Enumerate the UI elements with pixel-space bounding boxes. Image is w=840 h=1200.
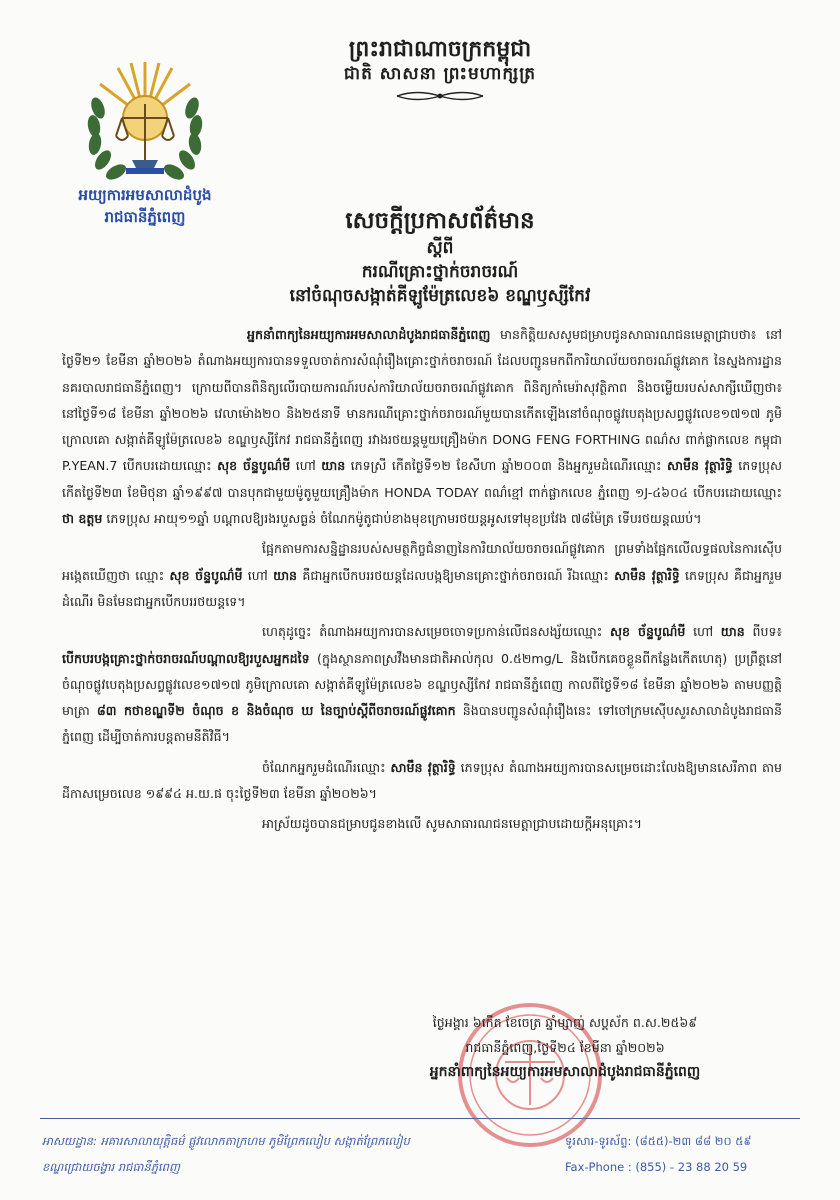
phone-khmer: ទូរសារ-ទូរស័ព្ទ: (៨៥៥)-២៣ ៨៨ ២០ ៥៩: [565, 1134, 752, 1148]
ornament-divider: [395, 89, 485, 103]
passenger-name: សាមឹន វុត្ថារិទ្ធិ: [614, 567, 680, 583]
suspect-alias: យាន: [273, 567, 298, 583]
passenger-name: សាមឹន វុត្ថារិទ្ធិ: [667, 458, 733, 474]
spokesperson-label: អ្នកនាំពាក្យនៃអយ្យការអមសាលាដំបូងរាជធានីភ្នំពេញ: [247, 327, 491, 342]
text-span: ហេតុដូច្នេះ តំណាងអយ្យការបានសម្រេចចោទប្រកាន់លើជនសង្ស័យឈ្មោះ: [262, 624, 610, 640]
lunar-date: ថ្ងៃអង្គារ ៦កើត ខែចេត្រ ឆ្នាំម្សាញ់ សប្ដស័ក ព.ស.២៥៦៩: [432, 1015, 698, 1030]
suspect-name: សុខ ច័ន្ទបូណ៌មី: [169, 567, 243, 583]
announcement-subject: ករណីគ្រោះថ្នាក់ចរាចរណ៍: [361, 261, 519, 282]
national-motto: ជាតិ សាសនា ព្រះមហាក្សត្រ: [343, 63, 537, 84]
signature-block: [330, 1010, 800, 1085]
text-span: មានកិត្តិយសសូមជម្រាបជូនសាធារណជនមេត្តាជ្រាបថា៖ នៅថ្ងៃទី២១ ខែមីនា ឆ្នាំ២០២៦ តំណាងអយ្យការបានទទួលចាត់ការសំណុំរឿងគ្រោះថ្នាក់ចរាចរណ៍ ដែលបញ្ជូនមកពីការិយាល័យចរាចរណ៍ផ្លូវគោក នៃស្នងការដ្ឋាននគរបាលរាជធានីភ្នំពេញ។ ក្រោយពីបានពិនិត្យលើរបាយការណ៍របស់ការិយាល័យចរាចរណ៍ផ្លូវគោក ពិនិត្យកាំមេរ៉ាសុវត្ថិភាព និងចម្លើយរបស់សាក្សីឃើញថា៖ នៅថ្ងៃទី១៨ ខែមីនា ឆ្នាំ២០២៦ វេលាម៉ោង២០ និង២៥នាទី មានករណីគ្រោះថ្នាក់ចរាចរណ៍មួយបានកើតឡើងនៅចំណុចផ្លូវបេតុងប្រសព្វផ្លូវលេខ១៧១៧ ភូមិក្រោលគោ សង្កាត់គីឡូម៉ែត្រលេខ៦ ខណ្ឌឫស្សីកែវ រាជធានីភ្នំពេញ រវាងរថយន្តមួយគ្រឿងម៉ាក DONG FENG FORTHING ពណ៌ស ពាក់ផ្លាកលេខ កម្ពុជា P.YEAN.7 បើកបរដោយឈ្មោះ: [62, 327, 782, 474]
victim-name: ថា ឧត្ដម: [62, 511, 103, 527]
address-line-2: ខណ្ឌជ្រោយចង្វារ រាជធានីភ្នំពេញ: [42, 1160, 180, 1174]
text-span: ចំណែកអ្នករួមដំណើរឈ្មោះ: [262, 759, 391, 775]
text-span: ភេទស្រី កើតថ្ងៃទី១២ ខែសីហា ឆ្នាំ២០០៣ និងអ្នករួមដំណើរឈ្មោះ: [345, 458, 668, 474]
office-line-1: អយ្យការអមសាលាដំបូង: [78, 186, 212, 204]
kingdom-title: ព្រះរាជាណាចក្រកម្ពុជា: [348, 36, 532, 62]
announcement-title: សេចក្ដីប្រកាសព័ត៌មាន: [345, 207, 535, 234]
announcement-titles: [250, 205, 630, 309]
text-span: និងបានបញ្ជូនសំណុំរឿងនេះ ទៅចៅក្រមស៊ើបសួរសាលាដំបូងរាជធានីភ្នំពេញ ដើម្បីចាត់ការបន្តតាមនីតិវិធី។: [62, 703, 782, 745]
paragraph-4: [62, 755, 782, 808]
suspect-name: សុខ ច័ន្ទបូណ៌មី: [217, 458, 291, 474]
text-span: គឺជាអ្នកបើកបររថយន្តដែលបង្កឱ្យមានគ្រោះថ្នាក់ចរាចរណ៍ រីឯឈ្មោះ: [297, 567, 615, 583]
text-span: ភេទប្រុស គឺជាអ្នករួមដំណើរ មិនមែនជាអ្នកបើកបររថយន្តទេ។: [62, 567, 782, 609]
suspect-name: សុខ ច័ន្ទបូណ៌មី: [610, 624, 686, 640]
text-span: ភេទប្រុស អាយុ១១ឆ្នាំ បណ្ដាលឱ្យរងរបួសធ្ងន់ ចំណែកម៉ូតូជាប់ខាងមុខក្រោមរថយន្តអូសទៅមុខប្រវែង ៧៨ម៉ែត្រ ទើបរថយន្តឈប់។: [102, 511, 702, 527]
passenger-name: សាមឹន វុត្ថារិទ្ធិ: [390, 759, 456, 775]
text-span: (ក្នុងស្ថានភាពស្រវឹងមានជាតិអាល់កុល 0.៥២mg/L និងបើកគេចខ្លួនពីកន្លែងកើតហេតុ) ប្រព្រឹត្តនៅចំណុចផ្លូវបេតុងប្រសព្វផ្លូវលេខ១៧១៧ ភូមិក្រោលគោ សង្កាត់គីឡូម៉ែត្រលេខ៦ ខណ្ឌឫស្សីកែវ រាជធានីភ្នំពេញ កាលពីថ្ងៃទី១៨ ខែមីនា ឆ្នាំ២០២៦ តាមបញ្ញត្តិមាត្រា: [62, 650, 782, 719]
suspect-alias: យាន: [321, 458, 346, 474]
text-span: ពីបទ៖: [744, 624, 782, 640]
address-line-1: អាសយដ្ឋាន: អគារសាលាយុត្តិធម៌ ផ្លូវលោកតាក្រហម ភូមិព្រែកលៀប សង្កាត់ព្រែកលៀប: [42, 1134, 410, 1148]
suspect-alias: យាន: [720, 624, 745, 640]
text-span: ហៅ: [290, 458, 322, 474]
kingdom-header: [250, 36, 630, 103]
paragraph-3: [62, 619, 782, 750]
signer-title: អ្នកនាំពាក្យនៃអយ្យការអមសាលាដំបូងរាជធានីភ្នំពេញ: [429, 1064, 701, 1080]
paragraph-5: អាស្រ័យដូចបានជម្រាបជូនខាងលើ សូមសាធារណជនមេត្តាជ្រាបដោយក្ដីអនុគ្រោះ។: [262, 816, 642, 832]
announcement-location: នៅចំណុចសង្កាត់គីឡូម៉ែត្រលេខ៦ ខណ្ឌឫស្សីកែវ: [289, 285, 591, 306]
text-span: ហៅ: [242, 567, 274, 583]
phone-english: Fax-Phone : (855) - 23 88 20 59: [565, 1160, 748, 1174]
office-name: [50, 185, 240, 229]
office-line-2: រាជធានីភ្នំពេញ: [104, 207, 186, 226]
announcement-about: ស្ដីពី: [426, 238, 454, 259]
emblem-logo: [70, 48, 220, 190]
text-span: ផ្អែកតាមការសន្និដ្ឋានរបស់សមត្ថកិច្ចជំនាញនៃការិយាល័យចរាចរណ៍ផ្លូវគោក ព្រមទាំងផ្អែកលើលទ្ធផលនៃការស៊ើបអង្កេតឃើញថា ឈ្មោះ: [62, 541, 782, 583]
law-article: ៨៣ កថាខណ្ឌទី២ ចំណុច ខ និងចំណុច ឃ នៃច្បាប់ស្ដីពីចរាចរណ៍ផ្លូវគោក: [96, 703, 456, 719]
footer-address: [42, 1128, 512, 1180]
charge-text: បើកបរបង្កគ្រោះថ្នាក់ចរាចរណ៍បណ្ដាលឱ្យរបួសអ្នកដទៃ: [62, 650, 310, 666]
paragraph-1: [62, 322, 782, 532]
paragraph-2: [62, 536, 782, 615]
text-span: ភេទប្រុស កើតថ្ងៃទី២៣ ខែមិថុនា ឆ្នាំ១៩៩៧ បានបុកជាមួយម៉ូតូមួយគ្រឿងម៉ាក HONDA TODAY ពណ៌ខ្មៅ ពាក់ផ្លាកលេខ ភ្នំពេញ ១J-៤៦០៤ បើកបរដោយឈ្មោះ: [62, 458, 782, 500]
text-span: ភេទប្រុស តំណាងអយ្យការបានសម្រេចដោះលែងឱ្យមានសេរីភាព តាមដីកាសម្រេចលេខ ១៩៩៤ អ.យ.ផ ចុះថ្ងៃទី២៣ ខែមីនា ឆ្នាំ២០២៦។: [62, 759, 783, 802]
footer-contact: [565, 1128, 805, 1180]
text-span: ហៅ: [685, 624, 721, 640]
issue-date: រាជធានីភ្នំពេញ,ថ្ងៃទី២៤ ខែមីនា ឆ្នាំ២០២៦: [465, 1040, 665, 1055]
announcement-body: [62, 322, 782, 842]
footer-divider: [40, 1118, 800, 1119]
